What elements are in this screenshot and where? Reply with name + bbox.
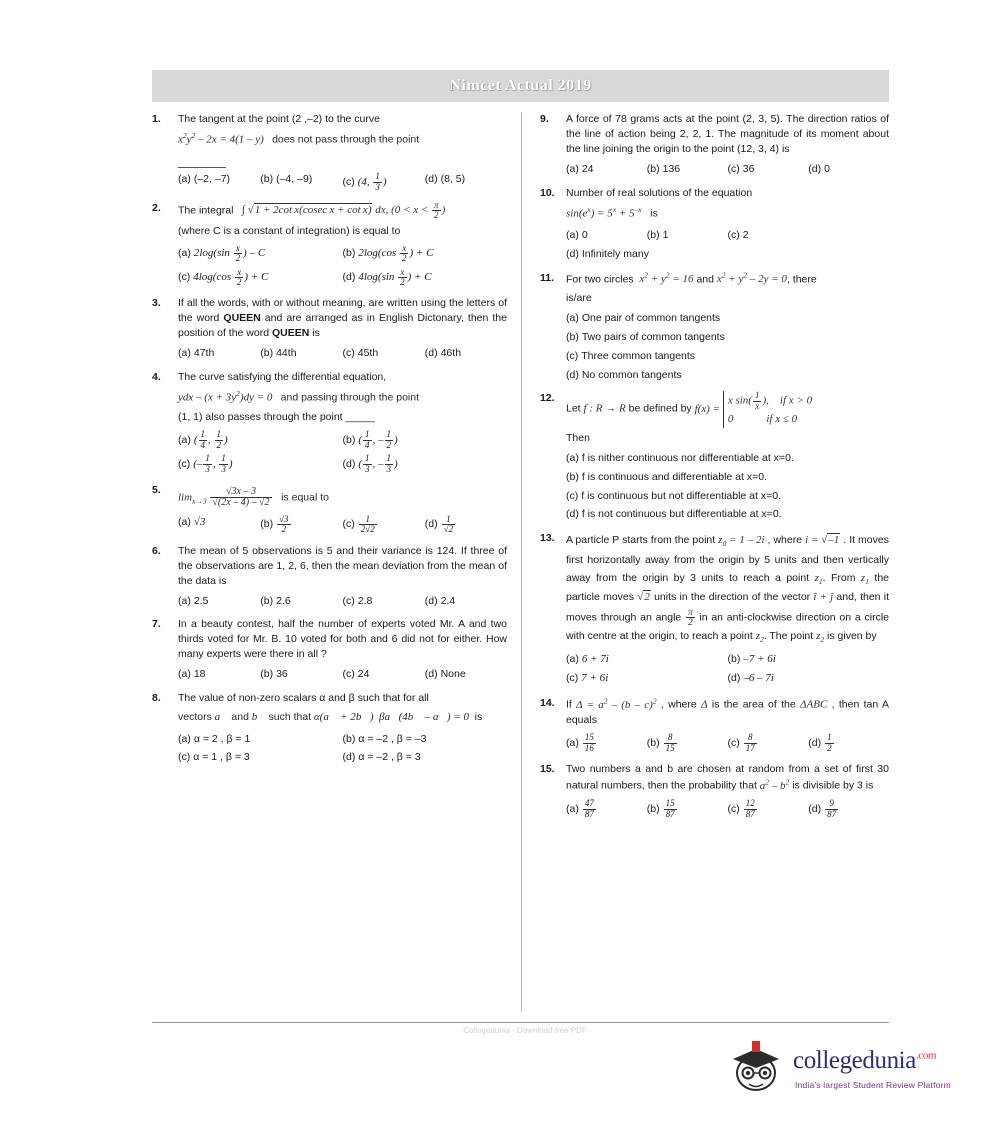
option-a-text: α = 2 , β = 1 — [193, 732, 251, 745]
option-b-text: 136 — [662, 162, 681, 175]
question-stem: The integral — [178, 204, 234, 217]
option-d-text: α = –2 , β = 3 — [358, 751, 421, 764]
logo-tld: .com — [915, 1049, 937, 1062]
option-c-text: f is continuous but not differentiable at x=0. — [581, 489, 781, 502]
option-c-label: (c) — [342, 668, 355, 681]
option-a-label: (a) — [178, 247, 191, 260]
question-10 — [540, 186, 889, 264]
logo-tagline: India's largest Student Review Platform — [795, 1080, 951, 1090]
option-a-label: (a) — [178, 732, 191, 745]
option-a[interactable] — [566, 449, 889, 468]
option-d-label: (d) — [424, 594, 438, 607]
option-b-text: $\frac{√3}{2}$ — [279, 513, 289, 535]
question-stem: For two circles — [566, 273, 634, 286]
option-a[interactable] — [178, 592, 260, 611]
option-c-label: (c) — [566, 489, 579, 502]
option-c[interactable] — [728, 797, 809, 821]
option-b-label: (b) — [260, 347, 274, 360]
options-list — [178, 592, 507, 611]
option-a-text: One pair of common tangents — [581, 311, 721, 324]
question-math: ydx – $(x + 3y^2)dy = 0$ and passing through the point — [178, 389, 420, 404]
option-b[interactable] — [647, 226, 728, 245]
option-d[interactable] — [808, 797, 889, 821]
option-a[interactable] — [566, 650, 728, 670]
option-d[interactable] — [425, 513, 507, 537]
option-d-label: (d) — [808, 736, 822, 749]
option-d-text: None — [440, 668, 466, 681]
option-b-text: 36 — [276, 668, 288, 681]
question-text: If $\Delta = a^2 - (b - c)^2$ , where Δ is the area of the ΔABC , then tan A equals — [566, 695, 889, 727]
question-text: A particle P starts from the point $z_0 = 1 - 2i$ , where i = √–1 . It moves first horizontally away from the origin by 5 units and then vertically away from the origin by 3 units to reach a point $z_1$. From $z_1$ the particle moves √2 units in the direction of the vector î + ĵ and, then it moves through an angle $\frac{\pi}{2}$ in an anti-clockwise direction on a circle with centre at the origin, to reach a point $z_2$. The point $z_2$ is given by — [566, 534, 890, 645]
piecewise-function: f(x) = x sin( $\frac{1}{x}$ ), if x > 0 0 if x ≤ 0 — [695, 403, 812, 415]
question-subtext: (1, 1) also passes through the point _____ — [178, 411, 375, 424]
question-text: If all the words, with or without meaning, are written using the letters of the word QUEEN and are arranged as in English Dictonary, then the position of the word QUEEN is — [178, 297, 507, 340]
question-number: 5. — [152, 483, 161, 496]
question-5 — [152, 483, 507, 537]
page-title: Nimcet Actual 2019 — [449, 77, 592, 94]
option-a[interactable] — [178, 242, 343, 266]
option-b-label: (b) — [566, 470, 579, 483]
option-c-text: (– $\frac{1}{3}$ , $\frac{1}{3}$ ) — [193, 453, 233, 474]
option-c-text: 2.8 — [357, 594, 373, 607]
option-d-label: (d) — [424, 668, 438, 681]
option-a-text: 6 + 7i — [581, 652, 609, 665]
option-d-label: (d) — [342, 271, 356, 284]
option-a-label: (a) — [566, 162, 579, 175]
option-a-text: $\frac{15}{16}$ — [584, 732, 594, 753]
option-d-text: f is not continuous but differentiable at x=0. — [581, 508, 782, 521]
option-c-label: (c) — [727, 802, 740, 815]
option-b-label: (b) — [260, 668, 274, 681]
option-d-text: 2.4 — [440, 594, 456, 607]
options-list — [178, 428, 507, 476]
option-b-text: 2log(cos $\frac{x}{2}$ ) + C — [358, 242, 434, 264]
option-c-text: α = 1 , β = 3 — [193, 751, 250, 764]
option-d-label: (d) — [566, 247, 579, 260]
option-b-text: α = –2 , β = –3 — [358, 732, 427, 745]
option-a[interactable] — [178, 665, 260, 684]
option-b-text: $\frac{15}{87}$ — [665, 798, 675, 819]
question-number: 14. — [540, 696, 555, 709]
question-number: 12. — [540, 392, 555, 405]
option-c[interactable] — [343, 513, 425, 537]
option-c-text: (4, $\frac{1}{3}$ ) — [357, 171, 387, 192]
question-2 — [152, 201, 507, 290]
option-c-text: 2 — [742, 228, 749, 241]
option-c-label: (c) — [178, 457, 191, 470]
option-b[interactable] — [343, 242, 508, 266]
question-1 — [152, 112, 507, 194]
options-list — [178, 665, 507, 684]
options-list — [566, 731, 889, 755]
option-a-text: 0 — [581, 228, 588, 241]
option-c-label: (c) — [342, 347, 355, 360]
option-a-text: 47th — [193, 347, 215, 360]
option-d-text: Infinitely many — [581, 247, 649, 260]
option-b[interactable] — [647, 731, 728, 755]
question-number: 1. — [152, 113, 161, 125]
option-d-text: (8, 5) — [440, 173, 466, 186]
question-15 — [540, 762, 889, 821]
option-c-text: $\frac{1}{2√2}$ — [360, 513, 375, 535]
option-d[interactable] — [343, 266, 508, 290]
option-d-label: (d) — [808, 162, 822, 175]
option-d-label: (d) — [727, 672, 741, 685]
question-9 — [540, 112, 889, 179]
option-d-label: (d) — [424, 518, 438, 531]
question-subtext: Then — [566, 431, 590, 444]
option-c-text: Three common tangents — [581, 349, 696, 362]
option-a-label: (a) — [178, 433, 191, 446]
option-b[interactable] — [260, 665, 342, 684]
option-a-text: √3 — [193, 515, 206, 528]
question-4 — [152, 370, 507, 476]
option-b-label: (b) — [646, 802, 660, 815]
question-13 — [540, 531, 889, 689]
option-c-label: (c) — [342, 594, 355, 607]
question-math: vectors a⃗ and b⃗ such that α(a⃗ + 2b⃗) βa⃗(4b⃗ – a⃗) = 0 is — [178, 710, 483, 723]
option-b-label: (b) — [260, 518, 274, 531]
option-d-label: (d) — [808, 802, 822, 815]
options-list — [178, 513, 507, 537]
question-text: The tangent at the point (2 ,–2) to the curve — [178, 113, 380, 125]
question-number: 10. — [540, 186, 555, 199]
option-b[interactable] — [566, 328, 889, 347]
option-c-text: $\frac{8}{17}$ — [745, 732, 755, 753]
question-math: ∫ √1 + 2cot x(cosec x + cot x) dx, (0 < x < $\frac{\pi}{2}$ ) — [236, 199, 446, 221]
option-b-text: 44th — [276, 347, 297, 360]
option-b-label: (b) — [260, 173, 274, 186]
option-c-label: (c) — [727, 736, 740, 749]
question-text: Two numbers a and b are chosen at random from a set of first 30 natural numbers, then the probability that $a^2 - b^2$ is divisible by 3 is — [566, 763, 889, 792]
question-math: $\lim_{x\to 3}$ $\frac{√3x - 3}{√(2x - 4) - √2}$ is equal to — [178, 485, 329, 509]
option-c-text: $\frac{12}{87}$ — [745, 798, 755, 819]
option-a-text: $\frac{47}{87}$ — [584, 798, 594, 819]
option-c[interactable] — [343, 344, 425, 363]
option-a[interactable] — [178, 428, 343, 452]
option-b-label: (b) — [646, 228, 660, 241]
option-b-text: f is continuous and differentiable at x=0. — [581, 470, 767, 483]
option-a[interactable] — [178, 170, 260, 194]
option-d-text: $\frac{9}{87}$ — [827, 798, 837, 819]
option-c[interactable] — [178, 266, 343, 290]
option-c[interactable] — [728, 160, 809, 179]
question-6 — [152, 544, 507, 611]
option-a[interactable] — [566, 797, 647, 821]
option-a[interactable] — [566, 731, 647, 755]
option-c[interactable] — [178, 748, 343, 767]
option-c[interactable] — [728, 731, 809, 755]
option-b-text: ( $\frac{1}{4}$ , – $\frac{1}{2}$ ) — [358, 429, 398, 450]
option-a-text: 2log(sin $\frac{x}{2}$ ) – C — [193, 242, 266, 264]
graduate-mascot-icon — [725, 1037, 787, 1093]
option-d[interactable] — [566, 245, 689, 264]
option-a-label: (a) — [178, 173, 191, 186]
question-text: The mean of 5 observations is 5 and their variance is 124. If three of the observations are 1, 2, 6, then the mean deviation from the mean of the data is — [178, 544, 507, 587]
option-a-text: 24 — [581, 162, 594, 175]
question-math: $x^2y^2 - 2x = 4(1 - y)$ does not pass through the point — [178, 130, 420, 146]
options-list — [566, 449, 889, 525]
options-list — [566, 650, 889, 689]
option-d[interactable] — [343, 452, 508, 476]
question-number: 2. — [152, 201, 161, 214]
option-c[interactable] — [178, 452, 343, 476]
question-text: For two circles $x^2 + y^2 = 16$ and $x^2 + y^2 - 2y = 0$, there — [566, 270, 817, 286]
option-a-label: (a) — [566, 311, 579, 324]
question-math: $\sin(e^x) = 5^x + 5^{-x}$ is — [566, 204, 658, 220]
question-14 — [540, 696, 889, 755]
option-a[interactable] — [178, 513, 260, 537]
question-text: The value of non-zero scalars α and β such that for all — [178, 692, 429, 705]
option-a-label: (a) — [178, 347, 191, 360]
question-text: The curve satisfying the differential equation, — [178, 371, 387, 384]
page-title-bar — [152, 70, 889, 102]
option-d[interactable] — [343, 748, 508, 767]
right-column — [522, 112, 889, 1012]
option-c-label: (c) — [566, 349, 579, 362]
question-text: A force of 78 grams acts at the point (2, 3, 5). The direction ratios of the line of action being 2, 2, 1. The magnitude of its moment about the line joining the origin to the point (12, 3, 4) is — [566, 113, 889, 155]
question-12 — [540, 391, 889, 524]
option-c-label: (c) — [342, 175, 355, 188]
options-list — [178, 730, 507, 768]
left-column — [152, 112, 522, 1012]
options-list — [566, 309, 889, 385]
option-c[interactable] — [343, 665, 425, 684]
options-list — [178, 170, 507, 194]
option-a-label: (a) — [178, 594, 191, 607]
option-a-label: (a) — [178, 668, 191, 681]
option-d-text: $\frac{1}{√2}$ — [443, 513, 454, 535]
option-a-label: (a) — [566, 802, 579, 815]
question-number: 8. — [152, 692, 161, 705]
option-a-label: (a) — [566, 736, 579, 749]
footer-faint-text: Collegedunia - Download free PDF — [463, 1026, 587, 1035]
option-b-label: (b) — [342, 433, 356, 446]
option-b-text: (–4, –9) — [276, 173, 313, 186]
option-b-label: (b) — [727, 652, 741, 665]
option-b[interactable] — [647, 160, 728, 179]
options-list — [178, 344, 507, 363]
option-b[interactable] — [343, 730, 508, 749]
options-list — [566, 797, 889, 821]
option-c[interactable] — [343, 170, 425, 194]
question-3 — [152, 296, 507, 363]
option-d-label: (d) — [424, 347, 438, 360]
option-c[interactable] — [728, 226, 809, 245]
option-d-label: (d) — [566, 508, 579, 521]
option-c-label: (c) — [178, 271, 191, 284]
question-number: 15. — [540, 763, 555, 776]
option-b[interactable] — [343, 428, 508, 452]
question-11 — [540, 271, 889, 385]
option-a-text: ( $\frac{1}{4}$ , $\frac{1}{2}$ ) — [193, 429, 228, 450]
question-number: 4. — [152, 371, 161, 384]
option-b-label: (b) — [260, 594, 274, 607]
option-b[interactable] — [260, 344, 342, 363]
option-b[interactable] — [728, 650, 890, 670]
option-c-text: 4log(cos $\frac{x}{2}$ ) + C — [193, 266, 269, 288]
option-a-text: 18 — [193, 668, 206, 681]
option-d[interactable] — [808, 731, 889, 755]
option-a-text: f is nither continuous nor differentiable at x=0. — [581, 451, 794, 464]
question-subtext: is/are — [566, 291, 592, 304]
option-d-text: $\frac{1}{2}$ — [827, 732, 832, 753]
question-7 — [152, 617, 507, 684]
option-a-label: (a) — [178, 515, 191, 528]
options-list — [566, 226, 889, 264]
options-list — [178, 242, 507, 290]
option-c-text: 7 + 6i — [581, 672, 609, 685]
question-number: 6. — [152, 544, 161, 557]
option-a[interactable] — [566, 160, 647, 179]
option-a[interactable] — [178, 730, 343, 749]
option-b[interactable] — [647, 797, 728, 821]
option-d-label: (d) — [342, 751, 356, 764]
option-b[interactable] — [260, 170, 342, 194]
option-a-text: 2.5 — [193, 594, 209, 607]
option-d-text: 4log(sin $\frac{x}{2}$ ) + C — [358, 266, 432, 288]
option-a[interactable] — [566, 309, 889, 328]
option-b[interactable] — [566, 468, 889, 487]
question-number: 3. — [152, 297, 161, 310]
option-b-label: (b) — [342, 247, 356, 260]
option-d[interactable] — [566, 505, 889, 524]
question-8 — [152, 691, 507, 767]
option-d-label: (d) — [424, 173, 438, 186]
option-d[interactable] — [425, 170, 507, 194]
question-text: In a beauty contest, half the number of experts voted Mr. A and two thirds voted for Mr. B. 10 voted for both and 6 did not for either. How many experts were there in all ? — [178, 618, 507, 661]
option-c-label: (c) — [178, 751, 191, 764]
option-a-text: (–2, –7) — [193, 173, 231, 186]
question-text — [178, 201, 507, 221]
question-text: Let f : R → R be defined by f(x) = x sin( $\frac{1}{x}$ ), if x > 0 0 if x ≤ 0 — [566, 391, 889, 427]
option-d[interactable] — [425, 344, 507, 363]
option-b-label: (b) — [646, 162, 660, 175]
question-number: 9. — [540, 113, 549, 125]
question-number: 11. — [540, 271, 555, 284]
option-a[interactable] — [566, 226, 647, 245]
option-b-label: (b) — [646, 736, 660, 749]
answer-blank — [178, 152, 507, 168]
option-d[interactable] — [425, 665, 507, 684]
option-a[interactable] — [178, 344, 260, 363]
option-c-text: 36 — [742, 162, 755, 175]
option-b-label: (b) — [342, 732, 356, 745]
question-text: Number of real solutions of the equation — [566, 186, 753, 199]
question-number: 7. — [152, 618, 161, 631]
option-d-label: (d) — [566, 368, 579, 381]
question-columns — [152, 112, 889, 1012]
option-b-text: 1 — [662, 228, 669, 241]
option-c-text: 24 — [357, 668, 370, 681]
option-a-label: (a) — [566, 228, 579, 241]
conjunction: and — [696, 273, 714, 286]
option-b[interactable] — [260, 513, 342, 537]
option-d-label: (d) — [342, 457, 356, 470]
question-math: $x^2 + y^2 = 16$ — [639, 270, 694, 286]
option-b-label: (b) — [566, 330, 579, 343]
option-b-text: –7 + 6i — [743, 652, 776, 665]
options-list — [566, 160, 889, 179]
logo-name: collegedunia — [793, 1047, 916, 1074]
option-a-label: (a) — [566, 451, 579, 464]
option-c-text: 45th — [357, 347, 379, 360]
option-c[interactable] — [343, 592, 425, 611]
option-c-label: (c) — [727, 162, 740, 175]
footer-divider — [152, 1022, 889, 1023]
option-d-text: ( $\frac{1}{3}$ , – $\frac{1}{3}$ ) — [358, 453, 398, 474]
option-d[interactable] — [728, 669, 890, 689]
option-d-text: 0 — [824, 162, 830, 175]
option-c[interactable] — [566, 669, 728, 689]
option-c[interactable] — [566, 347, 889, 366]
option-d[interactable] — [566, 366, 889, 385]
option-c[interactable] — [566, 487, 889, 506]
option-b-text: Two pairs of common tangents — [581, 330, 725, 343]
option-c-label: (c) — [727, 228, 740, 241]
option-d-text: –6 – 7i — [743, 672, 774, 685]
option-b-text: $\frac{8}{15}$ — [665, 732, 675, 753]
question-subtext: (where C is a constant of integration) is equal to — [178, 224, 401, 237]
option-c-label: (c) — [566, 672, 579, 685]
option-d-text: 46th — [440, 347, 462, 360]
option-b[interactable] — [260, 592, 342, 611]
question-number: 13. — [540, 532, 555, 545]
option-c-label: (c) — [342, 518, 355, 531]
option-a-label: (a) — [566, 652, 579, 665]
logo-wordmark — [793, 1047, 936, 1075]
collegedunia-logo[interactable] — [725, 1035, 975, 1105]
option-b-text: 2.6 — [276, 594, 291, 607]
option-d[interactable] — [425, 592, 507, 611]
option-d-text: No common tangents — [581, 368, 682, 381]
option-d[interactable] — [808, 160, 889, 179]
